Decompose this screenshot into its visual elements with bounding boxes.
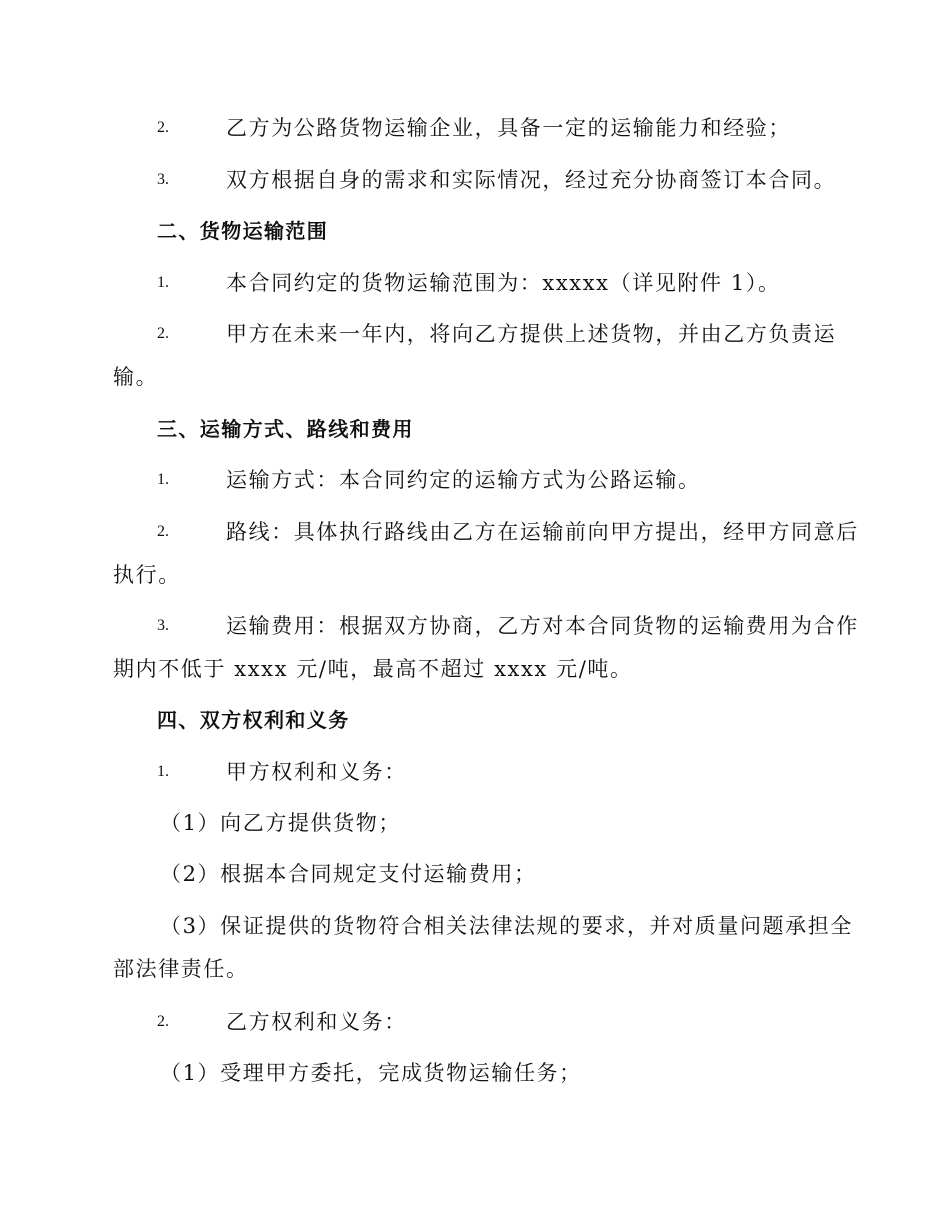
item-text: 运输方式：本合同约定的运输方式为公路运输。 (226, 468, 701, 492)
item-text-continuation: 输。 (113, 365, 159, 389)
section-heading: 二、货物运输范围 (157, 219, 329, 243)
item-number: 1. (157, 763, 169, 780)
item-number: 2. (157, 325, 169, 342)
item-text: 乙方为公路货物运输企业，具备一定的运输能力和经验； (226, 116, 791, 140)
item-number: 2. (157, 523, 169, 540)
party-a-duty-continuation: 部法律责任。 (113, 957, 249, 981)
item-text: 甲方在未来一年内，将向乙方提供上述货物，并由乙方负责运 (226, 322, 837, 346)
item-number: 1. (157, 471, 169, 488)
item-text: 路线：具体执行路线由乙方在运输前向甲方提出，经甲方同意后 (226, 520, 859, 544)
item-text: 双方根据自身的需求和实际情况，经过充分协商签订本合同。 (226, 168, 837, 192)
party-b-title: 乙方权利和义务： (226, 1010, 407, 1034)
party-a-title: 甲方权利和义务： (226, 760, 407, 784)
item-number: 2. (157, 119, 169, 136)
party-a-duty: （3）保证提供的货物符合相关法律法规的要求，并对质量问题承担全 (160, 914, 853, 938)
section-heading: 四、双方权利和义务 (157, 708, 350, 732)
item-text-continuation: 执行。 (113, 563, 181, 587)
party-a-duty: （1）向乙方提供货物； (160, 811, 401, 835)
party-b-duty: （1）受理甲方委托，完成货物运输任务； (160, 1061, 582, 1085)
item-number: 3. (157, 617, 169, 634)
section-heading: 三、运输方式、路线和费用 (157, 417, 414, 441)
item-text: 本合同约定的货物运输范围为：xxxxx（详见附件 1）。 (226, 271, 781, 295)
item-number: 1. (157, 274, 169, 291)
party-a-duty: （2）根据本合同规定支付运输费用； (160, 862, 537, 886)
item-text: 运输费用：根据双方协商，乙方对本合同货物的运输费用为合作 (226, 614, 859, 638)
item-number: 2. (157, 1013, 169, 1030)
item-text-continuation: 期内不低于 xxxx 元/吨，最高不超过 xxxx 元/吨。 (113, 657, 633, 681)
item-number: 3. (157, 171, 169, 188)
